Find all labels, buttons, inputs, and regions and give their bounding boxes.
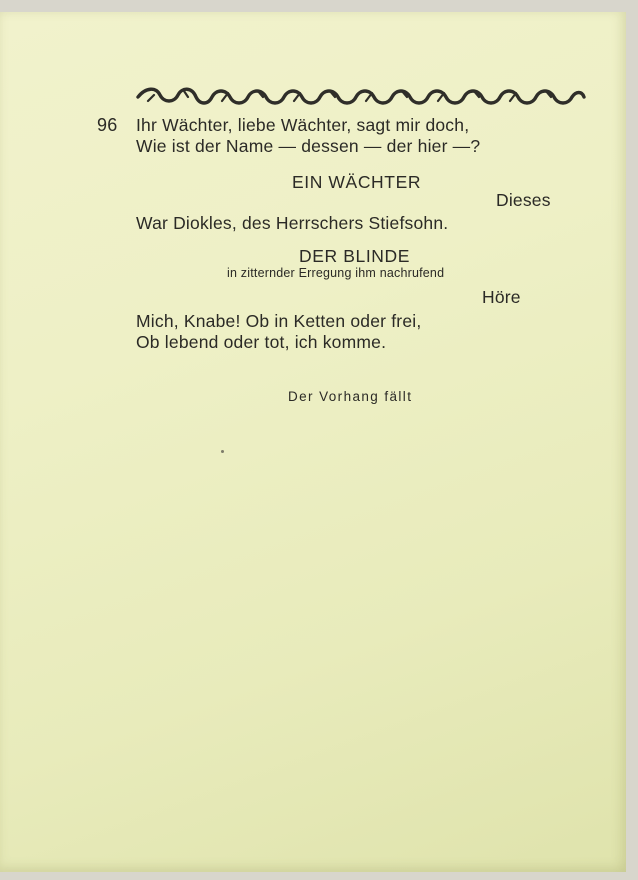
- book-page: [0, 12, 626, 872]
- speaker1-reply-line: War Diokles, des Herrschers Stiefsohn.: [136, 213, 449, 233]
- line-number: 96: [97, 115, 118, 135]
- verse-line-2: Wie ist der Name — dessen — der hier —?: [136, 136, 481, 156]
- speaker1-reply-start: Dieses: [496, 190, 551, 210]
- paper-speck: [221, 450, 224, 453]
- speaker2-reply-line-2: Ob lebend oder tot, ich komme.: [136, 332, 387, 352]
- speaker-heading-blinde: DER BLINDE: [299, 246, 411, 266]
- ornament-border-icon: [134, 84, 586, 110]
- speaker2-reply-line-1: Mich, Knabe! Ob in Ketten oder frei,: [136, 311, 422, 331]
- speaker2-reply-start: Höre: [482, 287, 521, 307]
- stage-direction: in zitternder Erregung ihm nachrufend: [227, 266, 445, 280]
- curtain-direction: Der Vorhang fällt: [288, 389, 413, 404]
- speaker-heading-waechter: EIN WÄCHTER: [292, 172, 422, 192]
- verse-line-1: Ihr Wächter, liebe Wächter, sagt mir doch,: [136, 115, 470, 135]
